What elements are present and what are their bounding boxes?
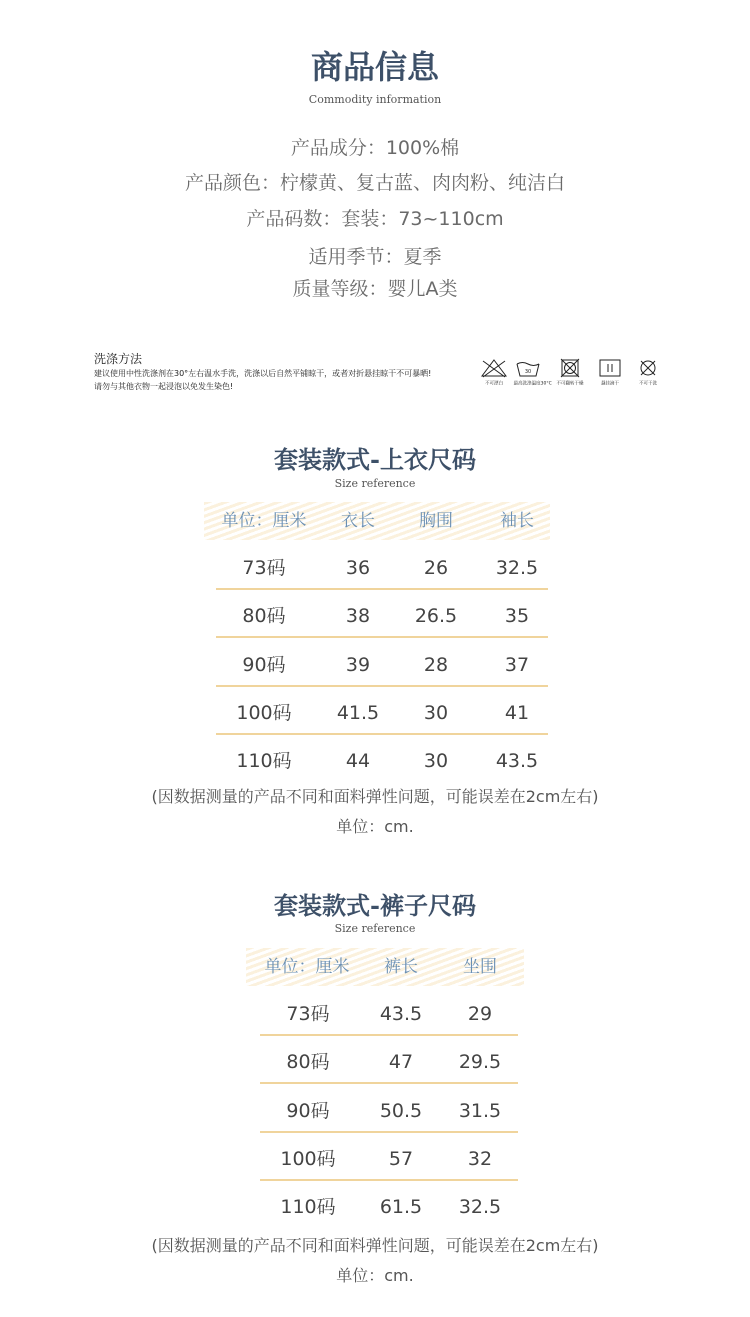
chest-cell: 26.5 xyxy=(414,605,458,627)
wash-30-icon xyxy=(512,358,552,387)
size-cell: 90码 xyxy=(242,654,286,676)
size-cell: 73码 xyxy=(242,557,286,579)
top-size-unit: 单位：cm. xyxy=(336,817,414,836)
info-grade: 质量等级：婴儿A类 xyxy=(292,278,458,300)
info-season: 适用季节：夏季 xyxy=(308,246,442,268)
size-cell: 110码 xyxy=(280,1196,336,1218)
no-dry-clean-icon xyxy=(632,358,664,387)
table-row xyxy=(260,1042,518,1084)
hip-cell: 29 xyxy=(467,1003,493,1025)
pants-size-header xyxy=(246,948,524,986)
info-colors: 产品颜色：柠檬黄、复古蓝、肉肉粉、纯洁白 xyxy=(184,172,565,194)
length-cell: 41.5 xyxy=(336,702,380,724)
sleeve-cell: 35 xyxy=(504,605,530,627)
care-icons xyxy=(478,358,662,394)
washing-line-2: 请勿与其他衣物一起浸泡以免发生染色! xyxy=(94,382,234,391)
washing-line-1: 建议使用中性洗涤剂在30°左右温水手洗，洗涤以后自然平铺晾干，或者对折悬挂晾干不可暴晒! xyxy=(94,369,432,378)
table-row xyxy=(260,1187,518,1227)
chest-cell: 26 xyxy=(423,557,449,579)
chest-cell: 30 xyxy=(423,750,449,772)
top-size-subtitle: Size reference xyxy=(334,477,416,490)
hip-cell: 29.5 xyxy=(458,1051,502,1073)
size-cell: 90码 xyxy=(286,1100,330,1122)
chest-cell: 30 xyxy=(423,702,449,724)
page-title: 商品信息 xyxy=(310,48,439,86)
table-row xyxy=(216,645,548,687)
hip-cell: 32 xyxy=(467,1148,493,1170)
table-row xyxy=(216,741,548,781)
top-header-sleeve: 袖长 xyxy=(500,511,534,531)
size-cell: 110码 xyxy=(236,750,292,772)
table-row xyxy=(216,693,548,735)
hip-cell: 31.5 xyxy=(458,1100,502,1122)
top-size-header xyxy=(204,502,550,540)
size-cell: 100码 xyxy=(236,702,292,724)
info-composition: 产品成分：100%棉 xyxy=(290,137,460,159)
length-cell: 36 xyxy=(345,557,371,579)
pants-size-note: (因数据测量的产品不同和面料弹性问题，可能误差在2cm左右) xyxy=(151,1236,599,1255)
top-size-title: 套装款式-上衣尺码 xyxy=(274,445,476,474)
sleeve-cell: 32.5 xyxy=(495,557,539,579)
length-cell: 57 xyxy=(388,1148,414,1170)
length-cell: 44 xyxy=(345,750,371,772)
page-subtitle: Commodity information xyxy=(308,93,442,106)
length-cell: 43.5 xyxy=(379,1003,423,1025)
no-dry-clean-label: 不可干洗 xyxy=(638,380,657,387)
top-header-unit: 单位：厘米 xyxy=(221,511,307,531)
sleeve-cell: 43.5 xyxy=(495,750,539,772)
length-cell: 38 xyxy=(345,605,371,627)
size-cell: 80码 xyxy=(242,605,286,627)
size-cell: 80码 xyxy=(286,1051,330,1073)
pants-size-subtitle: Size reference xyxy=(334,922,416,935)
wash-30-label: 最高洗涤温度30°C xyxy=(513,380,552,387)
sleeve-cell: 37 xyxy=(504,654,530,676)
washing-title: 洗涤方法 xyxy=(94,352,143,366)
sleeve-cell: 41 xyxy=(504,702,530,724)
info-sizes: 产品码数：套装：73~110cm xyxy=(246,208,504,230)
hip-cell: 32.5 xyxy=(458,1196,502,1218)
chest-cell: 28 xyxy=(423,654,449,676)
length-cell: 50.5 xyxy=(379,1100,423,1122)
table-row xyxy=(216,596,548,638)
pants-header-hip: 坐围 xyxy=(463,957,497,977)
drip-dry-icon xyxy=(594,358,626,387)
length-cell: 47 xyxy=(388,1051,414,1073)
length-cell: 61.5 xyxy=(379,1196,423,1218)
table-row xyxy=(216,548,548,590)
no-tumble-dry-label: 不可翻转干燥 xyxy=(556,380,584,387)
pants-size-title: 套装款式-裤子尺码 xyxy=(274,891,476,920)
top-header-length: 衣长 xyxy=(341,511,375,531)
top-size-note: (因数据测量的产品不同和面料弹性问题，可能误差在2cm左右) xyxy=(151,787,599,806)
table-row xyxy=(260,1091,518,1133)
no-tumble-dry-icon xyxy=(554,358,586,387)
size-cell: 73码 xyxy=(286,1003,330,1025)
table-row xyxy=(260,994,518,1036)
length-cell: 39 xyxy=(345,654,371,676)
top-header-chest: 胸围 xyxy=(419,511,453,531)
drip-dry-label: 悬挂滴干 xyxy=(600,380,619,387)
size-cell: 100码 xyxy=(280,1148,336,1170)
pants-size-unit: 单位：cm. xyxy=(336,1266,414,1285)
no-bleach-label: 不可漂白 xyxy=(484,380,503,387)
table-row xyxy=(260,1139,518,1181)
no-bleach-icon xyxy=(478,358,510,387)
wash-30-mark: 30 xyxy=(524,369,532,375)
pants-header-unit: 单位：厘米 xyxy=(264,957,350,977)
pants-header-length: 裤长 xyxy=(384,957,418,977)
